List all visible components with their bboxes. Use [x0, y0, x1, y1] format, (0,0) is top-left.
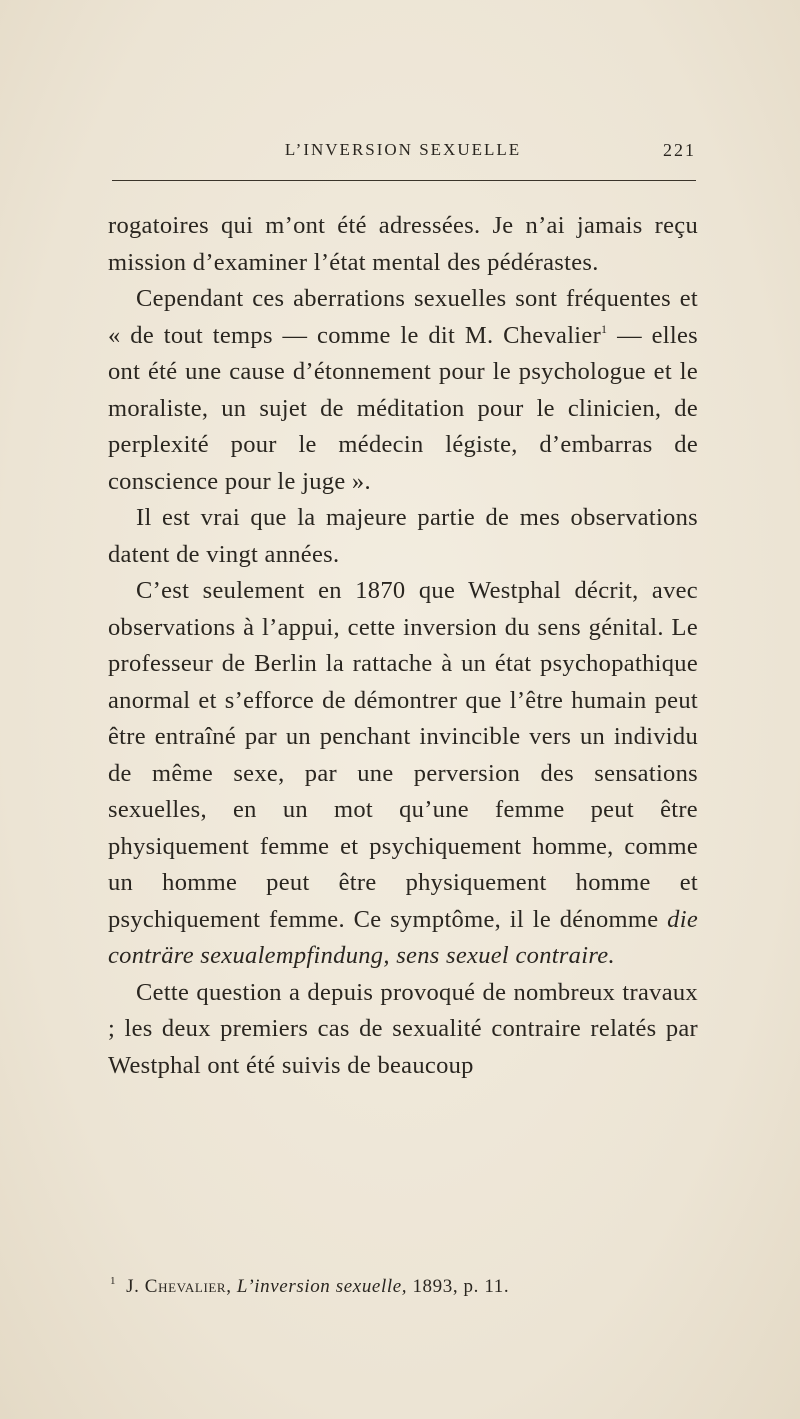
footnote-mark: 1	[110, 1275, 117, 1287]
paragraph-2-end: — elles ont été une cause d’étonnement pour le psychologue et le moraliste, un sujet de méditation pour le clinicien, de perplexité pour le médecin légiste, d’embarras de conscience pour le juge ».	[108, 321, 699, 495]
footnote-reference[interactable]: 1	[601, 321, 608, 336]
paragraph-5: Cette question a depuis provoqué de nombreux travaux ; les deux premiers cas de sexualité contraire relatés par Westphal ont été suivis de beaucoup	[108, 978, 698, 1079]
paragraph-4-italic: die conträre sexualempfindung, sens sexuel contraire.	[108, 905, 698, 969]
footnote-title: L’inversion sexuelle,	[236, 1276, 408, 1297]
footnote	[110, 1275, 700, 1298]
page-number: 221	[663, 140, 696, 160]
paragraph-2-start: Cependant ces aberrations sexuelles sont fréquentes et « de tout temps — comme le dit M. Chevalier	[108, 285, 698, 349]
paragraph-4	[108, 573, 698, 975]
footnote-author: J. Chevalier,	[126, 1276, 232, 1297]
footnote-rest: 1893, p. 11.	[407, 1276, 510, 1297]
running-title: L’INVERSION SEXUELLE	[284, 140, 522, 159]
paragraph-2	[108, 281, 698, 500]
body-text	[108, 208, 698, 1084]
header-rule	[112, 180, 696, 181]
running-head	[110, 136, 696, 166]
paragraph-3: Il est vrai que la majeure partie de mes observations datent de vingt années.	[108, 504, 698, 568]
paragraph-1: rogatoires qui m’ont été adressées. Je n’ai jamais reçu mission d’examiner l’état mental des pédérastes.	[108, 212, 698, 276]
paragraph-4-text: C’est seulement en 1870 que Westphal décrit, avec observations à l’appui, cette inversion du sens génital. Le professeur de Berlin la rattache à un état psychopathique anormal et s’efforce de démontrer que l’être humain peut être entraîné par un penchant invincible vers un individu de même sexe, par une perversion des sensations sexuelles, en un mot qu’une femme peut être physiquement femme et psychiquement homme, comme un homme peut être physiquement homme et psychiquement femme. Ce symptôme, il le dénomme	[108, 577, 698, 933]
